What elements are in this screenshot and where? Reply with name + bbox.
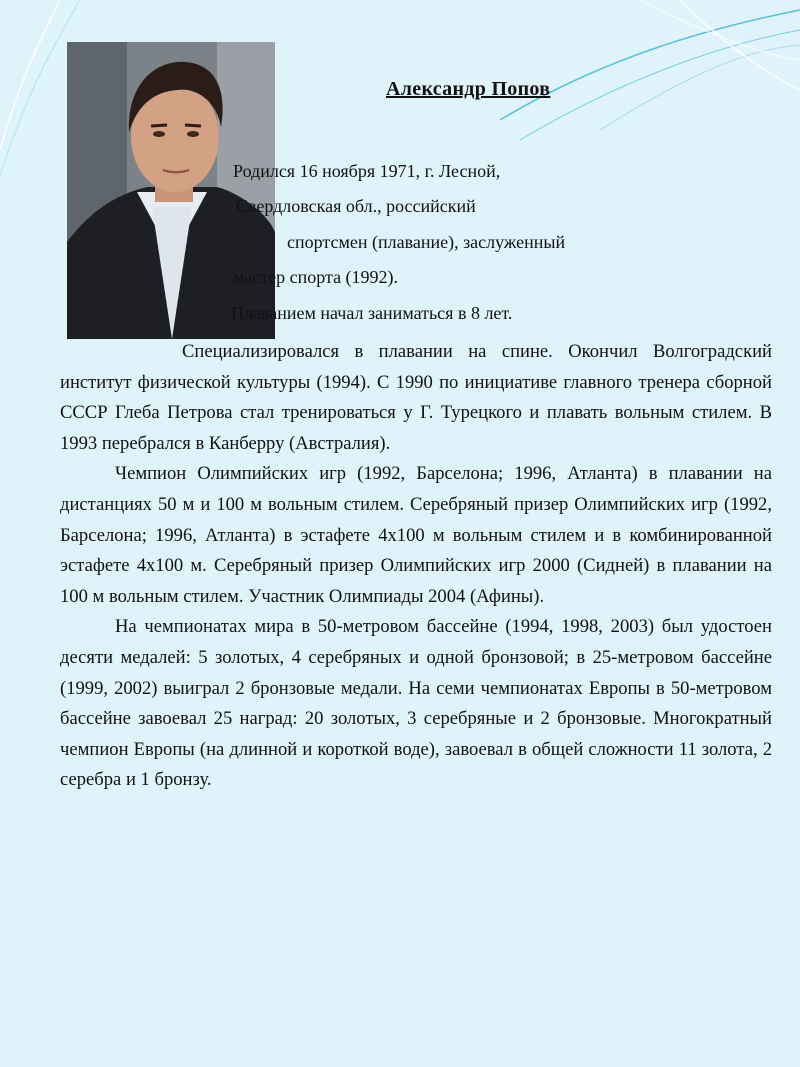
intro-line-1: Родился 16 ноября 1971, г. Лесной, [233,161,501,181]
portrait-photo [67,42,275,339]
paragraph-olympics: Чемпион Олимпийских игр (1992, Барселона; 1996, Атланта) в плавании на дистанциях 50 м и 100 м вольным стилем. Серебряный призер Олимпийских игр (1992, Барселона; 1996, Атланта) в эстафете 4х100 м вольным стилем и в комбинированной эстафете 4х100 м. Серебряный призер Олимпийских игр 2000 (Сидней) в плавании на 100 м вольным стилем. Участник Олимпиады 2004 (Афины). [60,463,772,607]
portrait-icon [67,42,275,339]
paragraph-championships: На чемпионатах мира в 50-метровом бассейне (1994, 1998, 2003) был удостоен десяти медалей: 5 золотых, 4 серебряных и одной бронзовой; в 25-метровом бассейне (1999, 2002) выиграл 2 бронзовые медали. На семи чемпионатах Европы в 50-метровом бассейне завоевал 25 наград: 20 золотых, 3 серебряные и 2 бронзовые. Многократный чемпион Европы (на длинной и короткой воде), завоевал в общей сложности 11 золота, 2 серебра и 1 бронзу. [60,616,772,791]
biography-body [60,337,772,796]
intro-line-4: мастер спорта (1992). [233,267,399,287]
intro-line-3: спортсмен (плавание), заслуженный [287,232,566,252]
intro-line-5: Плаванием начал заниматься в 8 лет. [231,303,513,323]
paragraph-education: Специализировался в плавании на спине. Окончил Волгоградский институт физической культуры (1994). С 1990 по инициативе главного тренера сборной СССР Глеба Петрова стал тренироваться у Г. Турецкого и плавать вольным стилем. В 1993 перебрался в Канберру (Австралия). [60,341,772,454]
intro-line-2: Свердловская обл., российский [236,196,476,216]
page-title: Александр Попов [386,78,551,100]
